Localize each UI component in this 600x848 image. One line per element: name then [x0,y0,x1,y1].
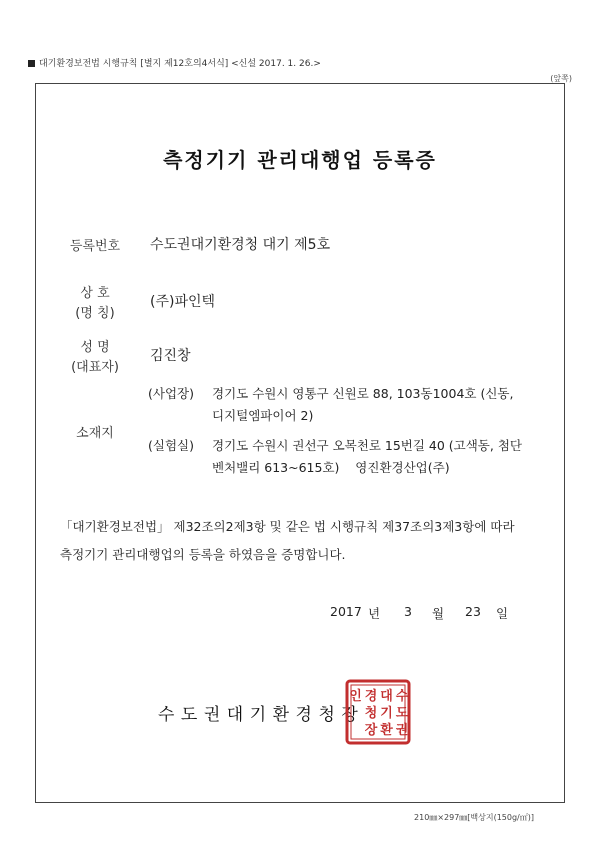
official-seal-icon [344,678,412,746]
issuer-name: 수도권대기환경청장 [158,705,365,725]
date-day-unit: 일 [496,606,509,621]
registration-label: 등록번호 [69,239,121,254]
lab-address-tag: (실험실) [148,438,194,453]
trade-name-sublabel: (명 칭) [75,306,115,321]
square-bullet-icon [28,60,35,67]
certification-line1: 「대기환경보전법」 제32조의2제3항 및 같은 법 시행규칙 제37조의3제3항에 따라 [60,519,515,534]
date-month-unit: 월 [432,606,445,621]
lab-address [148,435,566,479]
date-year: 2017 [330,604,362,619]
date-day: 23 [465,604,481,619]
form-reference-text: 대기환경보전법 시행규칙 [별지 제12호의4서식] <신설 2017. 1. 26.> [39,59,321,69]
svg-text:대: 대 [380,689,393,704]
svg-text:청: 청 [364,706,378,721]
representative-label: 성 명 [80,340,110,355]
trade-name-value: (주)파인텍 [150,294,216,310]
representative-value: 김진창 [150,348,191,364]
svg-text:인: 인 [349,689,362,704]
page-title: 측정기기 관리대행업 등록증 [163,148,437,172]
svg-text:경: 경 [364,689,378,704]
lab-address-line2: 벤처밸리 613~615호) 영진환경산업(주) [212,460,450,475]
location-label: 소재지 [76,426,114,441]
representative-sublabel: (대표자) [71,360,119,375]
form-reference [28,56,321,69]
office-address [148,383,566,427]
office-address-line2: 디지털엠파이어 2) [212,408,314,423]
lab-address-line1: 경기도 수원시 권선구 오목천로 15번길 40 (고색동, 첨단 [212,438,522,453]
svg-text:환: 환 [380,723,393,738]
registration-value: 수도권대기환경청 대기 제5호 [150,237,331,253]
date-month: 3 [404,604,412,619]
office-address-tag: (사업장) [148,386,194,401]
trade-name-label: 상 호 [80,286,110,301]
certification-line2: 측정기기 관리대행업의 등록을 하였음을 증명합니다. [60,547,346,562]
svg-text:권: 권 [395,723,409,738]
office-address-line1: 경기도 수원시 영통구 신원로 88, 103동1004호 (신동, [212,386,514,401]
date-year-unit: 년 [368,606,381,621]
svg-text:기: 기 [380,706,393,721]
svg-text:장: 장 [364,723,378,738]
svg-text:도: 도 [395,706,409,721]
page-side-label: (앞쪽) [550,74,572,83]
svg-text:수: 수 [395,689,409,704]
paper-spec: 210㎜×297㎜[백상지(150g/㎡)] [414,813,534,822]
